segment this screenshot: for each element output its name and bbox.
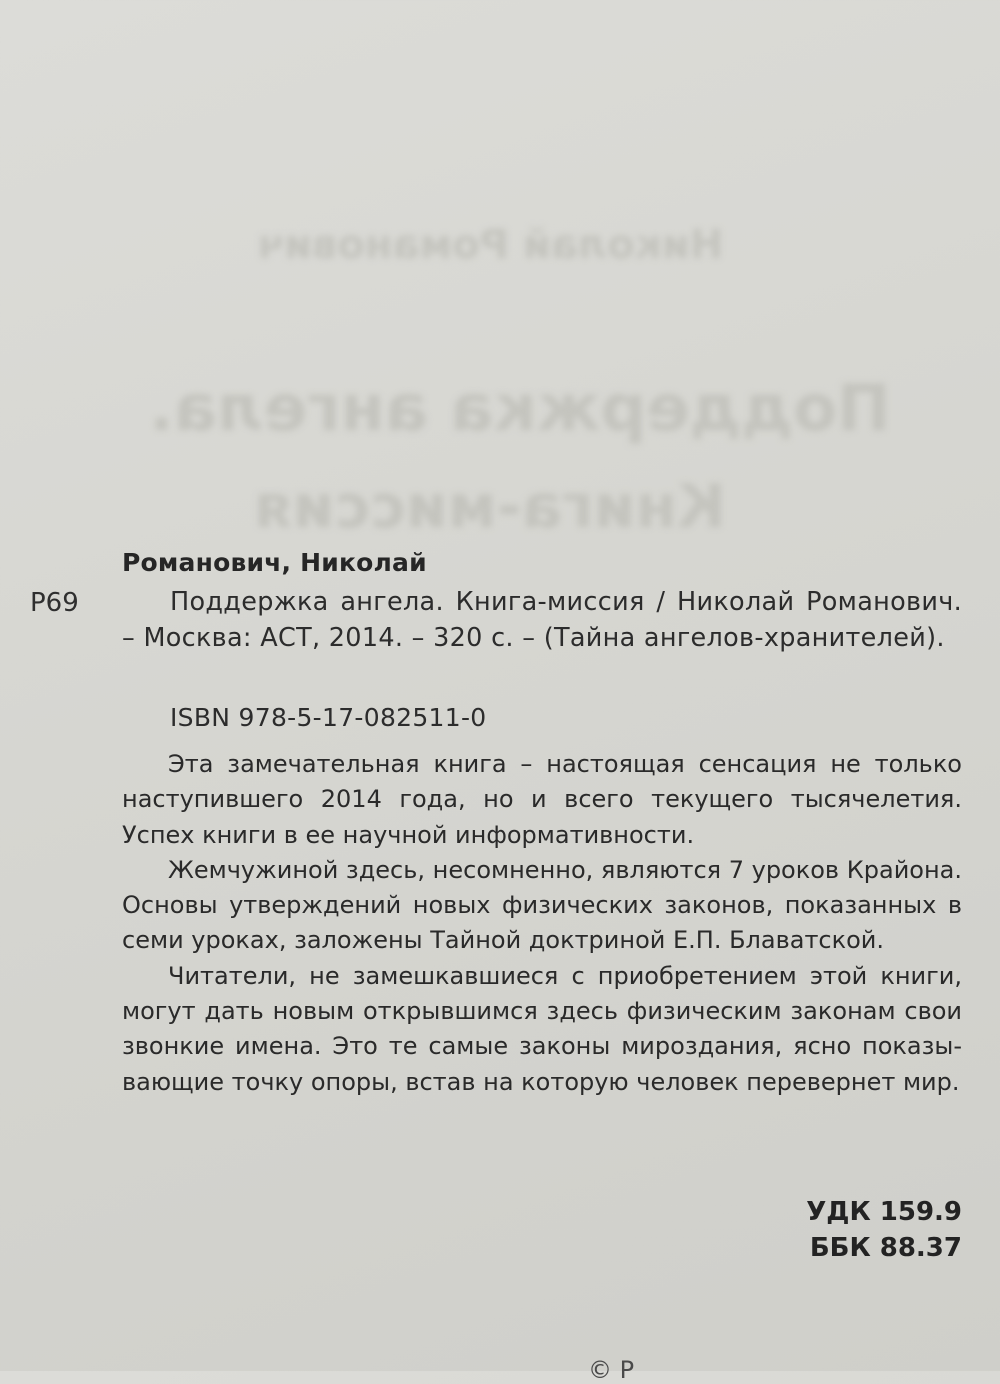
copyright-mark: © Р: [588, 1356, 635, 1384]
show-through-subtitle: Книга-миссия: [253, 472, 727, 542]
isbn: ISBN 978-5-17-082511-0: [170, 703, 487, 732]
call-number: Р69: [30, 588, 79, 618]
show-through-author: Николай Романович: [256, 222, 724, 268]
annotation-paragraph: Жемчужиной здесь, несомненно, являются 7 уроков Крайона. Основы утверждений новых физических законов, показанных в семи уроках, заложены Тайной доктриной Е.П. Блаватской.: [122, 855, 962, 955]
bbk-code: ББК 88.37: [809, 1233, 962, 1263]
annotation-paragraph: Эта замечательная книга – настоящая сенсация не только наступившего 2014 года, но и всего текущего тысячелетия. Успех книги в ее научной информативности.: [122, 750, 962, 849]
author-heading: Романович, Николай: [122, 548, 427, 577]
annotation: [122, 747, 962, 1100]
show-through-title: Поддержка ангела.: [149, 372, 891, 446]
udk-code: УДК 159.9: [806, 1197, 962, 1227]
classification-block: [806, 1194, 962, 1266]
annotation-paragraph: Читатели, не замешкавшиеся с приобретением этой книги, могут дать новым открывшимся здесь физическим законам свои звонкие имена. Это те самые законы мироздания, ясно показывающие точку опоры, встав на которую человек перевернет мир.: [122, 961, 962, 1096]
bibliographic-description: Поддержка ангела. Книга-миссия / Николай Романович. – Москва: АСТ, 2014. – 320 с. – (Тайна ангелов-хранителей).: [122, 587, 962, 653]
